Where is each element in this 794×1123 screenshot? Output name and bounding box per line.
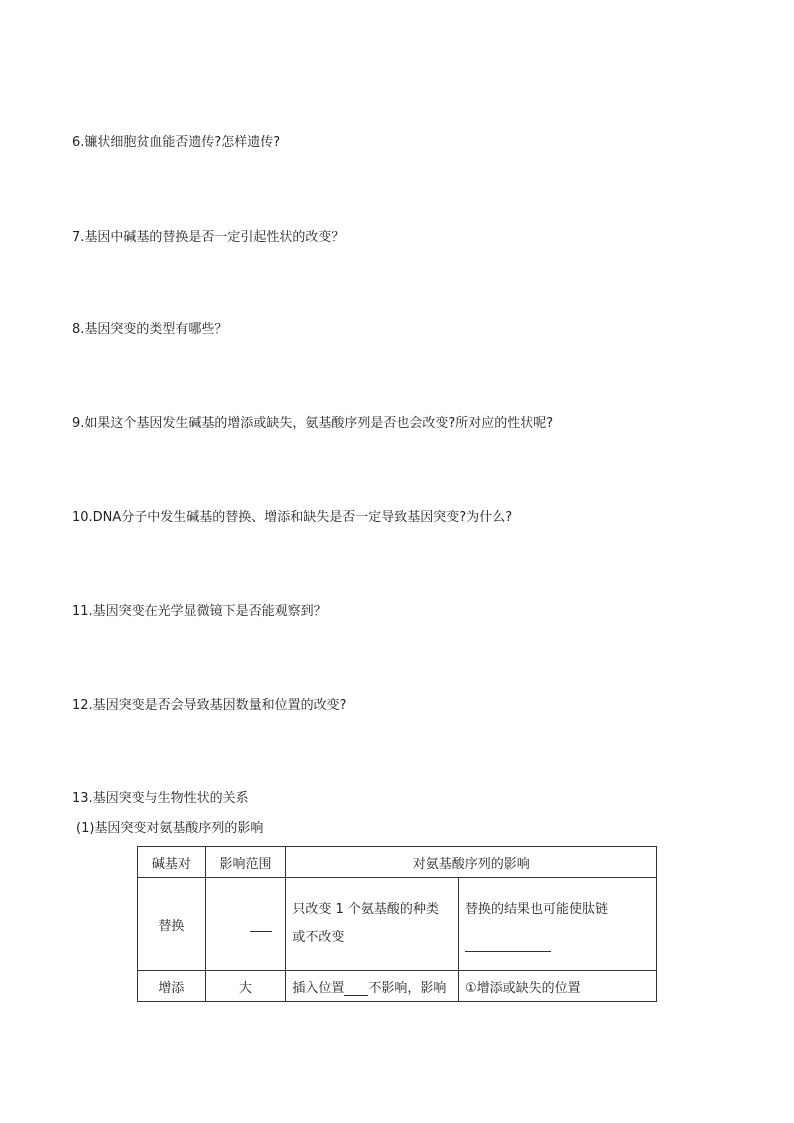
effect-suffix: 不影响，影响 bbox=[368, 980, 447, 996]
header-range: 影响范围 bbox=[205, 847, 286, 878]
effect-line-2: 或不改变 bbox=[292, 930, 345, 945]
table-header-row bbox=[138, 847, 657, 878]
answer-blank[interactable] bbox=[344, 981, 368, 996]
question-8: 8.基因突变的类型有哪些？ bbox=[72, 322, 228, 337]
cell-effect-b-substitution bbox=[458, 878, 656, 971]
answer-blank[interactable] bbox=[465, 937, 551, 952]
header-base-pair: 碱基对 bbox=[138, 847, 206, 878]
question-10: 10.DNA分子中发生碱基的替换、增添和缺失是否一定导致基因突变?为什么? bbox=[72, 510, 513, 525]
mutation-effect-table bbox=[137, 846, 657, 1002]
effect-prefix: 插入位置 bbox=[292, 980, 345, 996]
cell-type-substitution: 替换 bbox=[138, 878, 206, 971]
cell-effect-a-addition bbox=[286, 971, 459, 1002]
effect-b-text: 替换的结果也可能使肽链 bbox=[464, 902, 608, 917]
cell-range-addition: 大 bbox=[205, 971, 286, 1002]
header-effect: 对氨基酸序列的影响 bbox=[286, 847, 657, 878]
question-12: 12.基因突变是否会导致基因数量和位置的改变? bbox=[72, 698, 347, 713]
question-7: 7.基因中碱基的替换是否一定引起性状的改变？ bbox=[72, 230, 345, 245]
question-6: 6.镰状细胞贫血能否遗传?怎样遗传? bbox=[72, 135, 281, 150]
cell-range-substitution bbox=[205, 878, 286, 971]
question-13: 13.基因突变与生物性状的关系 bbox=[72, 791, 249, 806]
cell-effect-a-substitution bbox=[286, 878, 459, 971]
table-row-substitution bbox=[138, 878, 657, 971]
table-row-addition bbox=[138, 971, 657, 1002]
question-11: 11.基因突变在光学显微镜下是否能观察到？ bbox=[72, 604, 327, 619]
question-9: 9.如果这个基因发生碱基的增添或缺失，氨基酸序列是否也会改变?所对应的性状呢? bbox=[72, 416, 554, 431]
effect-line-1: 只改变 1 个氨基酸的种类 bbox=[292, 902, 439, 917]
subquestion-1: (1)基因突变对氨基酸序列的影响 bbox=[76, 821, 264, 836]
cell-type-addition: 增添 bbox=[138, 971, 206, 1002]
cell-effect-b-addition: ①增添或缺失的位置 bbox=[458, 971, 656, 1002]
answer-blank[interactable] bbox=[250, 917, 272, 932]
